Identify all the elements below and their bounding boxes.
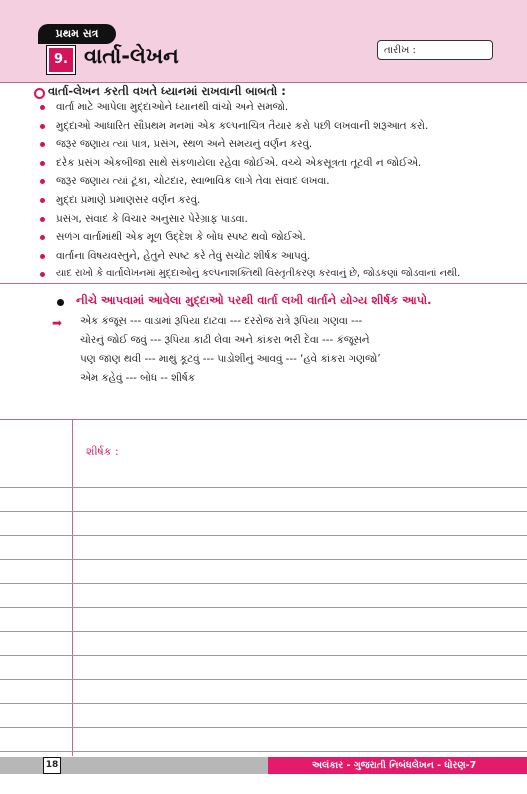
ruled-line <box>0 559 527 560</box>
guideline-text: મુદ્દાઓ આધારિત સૌપ્રથમ મનમાં એક કલ્પનાચિત્ર તૈયાર કરો પછી લખવાની શરૂઆત કરો. <box>56 119 429 132</box>
guidelines-list <box>0 98 527 284</box>
guideline-text: જરૂર જણાય ત્યાં પાત્ર, પ્રસંગ, સ્થળ અને સમયનું વર્ણન કરવું. <box>56 138 313 151</box>
bullet-icon <box>40 179 45 184</box>
guideline-text: વાર્તાના વિષયવસ્તુને, હેતુને સ્પષ્ટ કરે તેવું સચોટ શીર્ષક આપવું. <box>56 249 311 262</box>
page-title: વાર્તા-લેખન <box>84 44 179 68</box>
ruled-line <box>0 535 527 536</box>
ruled-line <box>0 511 527 512</box>
bullet-icon <box>57 299 64 306</box>
list-item <box>0 117 527 136</box>
guideline-text: વાર્તા માટે આપેલા મુદ્દાઓને ધ્યાનથી વાંચો અને સમજો. <box>56 101 289 113</box>
list-item <box>0 210 527 229</box>
ruled-line <box>0 703 527 704</box>
story-point-line: ચોરનું જોઈ જવું --- રૂપિયા કાઢી લેવા અને કાંકરા ભરી દેવા --- કંજૂસને <box>80 334 370 346</box>
section-divider <box>0 283 527 284</box>
list-item <box>0 191 527 210</box>
ruled-line <box>0 727 527 728</box>
ruled-line <box>0 679 527 680</box>
margin-line <box>72 420 73 756</box>
bullet-icon <box>40 198 45 203</box>
page-number: 18 <box>43 757 61 774</box>
guideline-text: સળંગ વાર્તામાંથી એક મૂળ ઉદ્દેશ કે બોધ સ્પષ્ટ થવો જોઈએ. <box>56 231 306 244</box>
session-label: પ્રથમ સત્ર <box>38 24 116 44</box>
bullet-icon <box>40 254 45 259</box>
chapter-number: 9. <box>47 46 75 74</box>
date-field[interactable]: તારીખ : <box>377 40 493 60</box>
bullet-icon <box>40 142 45 147</box>
writing-area-top-rule <box>0 419 527 420</box>
guideline-text: જરૂર જણાય ત્યાં ટૂંકા, ચોટદાર, સ્વાભાવિક લાગે તેવા સંવાદ લખવા. <box>56 175 330 188</box>
guideline-text: મુદ્દા પ્રમાણે પ્રમાણસર વર્ણન કરવું. <box>56 193 201 206</box>
guideline-text: પ્રસંગ, સંવાદ કે વિચાર અનુસાર પેરેગ્રાફ પાડવા. <box>56 212 248 225</box>
bullet-icon <box>40 105 45 110</box>
guideline-text: દરેક પ્રસંગ એકબીજા સાથે સંકળાયેલા રહેવા જોઈએ. વચ્ચે એકસૂત્રતા તૂટવી ન જોઈએ. <box>56 156 422 169</box>
list-item <box>0 154 527 173</box>
ruled-line <box>0 631 527 632</box>
header-divider <box>0 82 527 83</box>
ruled-line <box>0 751 527 752</box>
list-item <box>0 172 527 191</box>
bullet-icon <box>40 217 45 222</box>
ruled-line <box>0 655 527 656</box>
bullet-icon <box>40 272 45 277</box>
bullet-icon <box>40 124 45 129</box>
guidelines-heading: વાર્તા-લેખન કરતી વખતે ધ્યાનમાં રાખવાની બાબતો : <box>48 84 286 98</box>
writing-area[interactable] <box>0 420 527 756</box>
book-title: અલંકાર - ગુજરાતી નિબંધલેખન - ધોરણ-7 <box>312 760 477 771</box>
ruled-line <box>0 607 527 608</box>
list-item <box>0 228 527 247</box>
ruled-line <box>0 583 527 584</box>
bullet-icon <box>40 235 45 240</box>
list-item <box>0 135 527 154</box>
bullet-icon <box>40 161 45 166</box>
ruled-line <box>0 487 527 488</box>
story-point-line: એમ કહેવું --- બોધ -- શીર્ષક <box>80 372 196 384</box>
list-item <box>0 265 527 284</box>
list-item <box>0 247 527 266</box>
guideline-text: યાદ રાખો કે વાર્તાલેખનમાં મુદ્દાઓનું કલ્પનાશક્તિથી વિસ્તૃતીકરણ કરવાનું છે, જોડકણાં જોડવાનાં નથી. <box>56 268 461 280</box>
assignment-heading: નીચે આપવામાં આવેલા મુદ્દાઓ પરથી વાર્તા લખી વાર્તાને યોગ્ય શીર્ષક આપો. <box>76 293 432 307</box>
list-item <box>0 98 527 117</box>
story-point-line: એક કંજૂસ --- વાડામાં રૂપિયા દાટવા --- દરરોજ રાત્રે રૂપિયા ગણવા --- <box>80 315 363 327</box>
story-point-line: પણ જાણ થવી --- માથું કૂટવું --- પાડોશીનું આવવું --- ‘હવે કાંકરા ગણજો’ <box>80 353 381 365</box>
arrow-right-icon: ➡ <box>52 316 63 330</box>
title-label: શીર્ષક : <box>86 445 119 458</box>
